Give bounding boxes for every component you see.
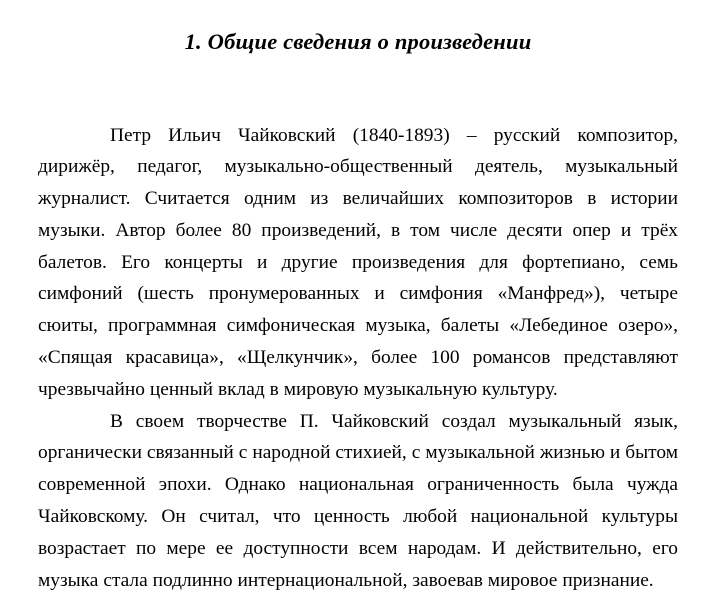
paragraph-1: Петр Ильич Чайковский (1840-1893) – русский композитор, дирижёр, педагог, музыкально-общественный деятель, музыкальный журналист. Считается одним из величайших композиторов в истории музыки. Автор более 80 произведений, в том числе десяти опер и трёх балетов. Его концерты и другие произведения для фортепиано, семь симфоний (шесть пронумерованных и симфония «Манфред»), четыре сюиты, программная симфоническая музыка, балеты «Лебединое озеро», «Спящая красавица», «Щелкунчик», более 100 романсов представляют чрезвычайно ценный вклад в мировую музыкальную культуру. <box>38 124 678 400</box>
heading-spacer <box>38 54 678 120</box>
document-text-column <box>38 0 678 596</box>
page-title: 1. Общие сведения о произведении <box>184 29 532 54</box>
paragraph-2: В своем творчестве П. Чайковский создал музыкальный язык, органически связанный с народной стихией, с музыкальной жизнью и бытом современной эпохи. Однако национальная ограниченность была чужда Чайковскому. Он считал, что ценность любой национальной культуры возрастает по мере ее доступности всем народам. И действительно, его музыка стала подлинно интернациональной, завоевав мировое признание. <box>38 410 678 591</box>
